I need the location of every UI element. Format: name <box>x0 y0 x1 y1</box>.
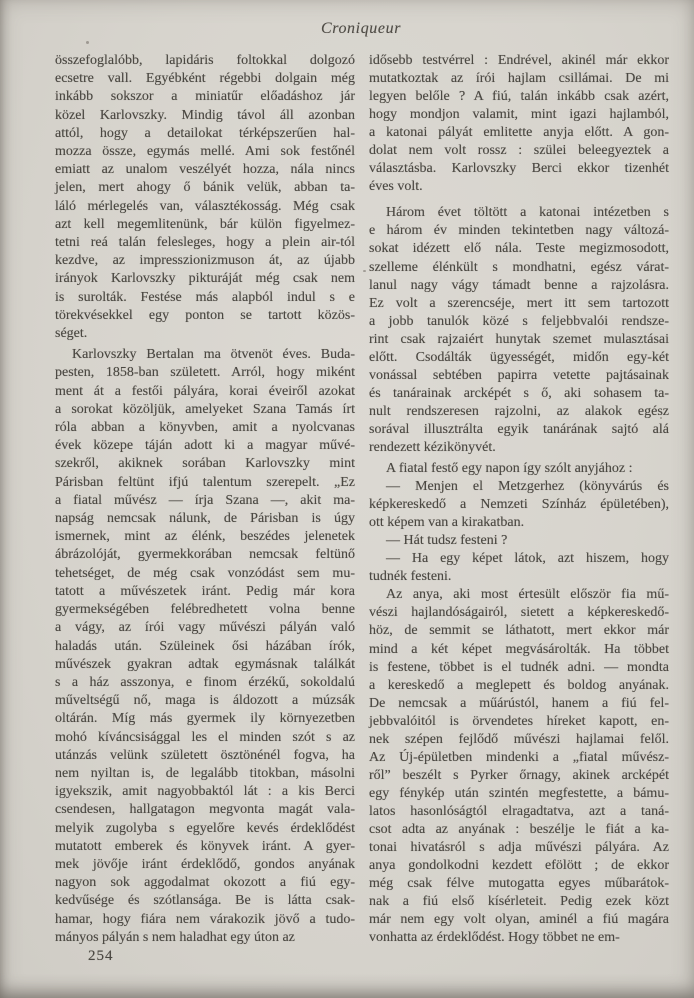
text-line: napság nemcsak nálunk, de Párisban is úgy <box>55 511 355 527</box>
text-line: Az Új-épületben mindenki a „fiatal művész- <box>369 749 669 765</box>
text-line: ment át a festői pályára, korai éveiről azokat <box>55 383 355 399</box>
text-line: törekvésekkel egy ponton se tartott közös- <box>55 307 355 323</box>
text-line: rendezett kézikönyvét. <box>369 439 496 455</box>
text-line: tudnék festeni. <box>369 569 452 585</box>
text-line: szekről, akiknek sorában Karlovszky mint <box>55 456 355 472</box>
text-line: melyik zugolyba s egyelőre kevés érdeklődést <box>55 820 355 836</box>
text-line: — Hát tudsz festeni ? <box>386 533 508 549</box>
text-line: tehetséget, de még csak vonzódást sem mu- <box>55 565 355 581</box>
text-line: is festene, többet is el tudnék adni. — mondta <box>369 659 669 675</box>
text-line: műveltségű nő, maga is áldozott a múzsák <box>55 693 355 709</box>
text-line: és tanárainak arcképét s ő, aki sohasem ta- <box>369 385 669 401</box>
text-line: mohó kíváncsisággal les el minden szót s az <box>55 729 355 745</box>
text-columns <box>55 52 669 947</box>
text-line: Párisban feltünt ifjú talentum szerepelt. „Ez <box>55 474 355 490</box>
text-line: latos hasonlóságtól elragadtatva, azt a taná- <box>369 803 669 819</box>
paragraph <box>55 346 355 947</box>
text-line: csot adta az anyának : beszélje le fiát a ka- <box>369 821 669 837</box>
page-number: 254 <box>88 948 114 964</box>
left-column <box>55 52 355 947</box>
text-line: — Ha egy képet látok, azt hiszem, hogy <box>386 551 669 567</box>
text-line: képkereskedő a Nemzeti Színház épületében), <box>369 497 669 513</box>
text-line: a sorokat közöljük, amelyeket Szana Tamás írt <box>55 401 355 417</box>
text-line: kezdve, az impresszionizmuson át, az újabb <box>55 253 355 269</box>
text-line: sorával illusztrálta egyik tanárának sajtó alá <box>369 421 669 437</box>
paragraph <box>369 478 669 532</box>
text-line: De nemcsak a műárústól, hanem a fiú fel- <box>369 695 669 711</box>
text-line: e három év minden tekintetben nagy változá- <box>369 223 669 239</box>
text-line: azt kell megemlitenünk, bár külön figyelmez- <box>55 216 355 232</box>
text-line: nagyon sok aggodalmat okozott a fiú egy- <box>55 875 355 891</box>
text-line: ábrázolóját, gyermekkorában nemcsak feltünő <box>55 547 355 563</box>
text-line: csendesen, hallgatagon megvonta magát vala- <box>55 802 355 818</box>
text-line: ismernek, mint az élénk, beszédes jelenetek <box>55 529 355 545</box>
text-line: ről” beszélt s Pyrker őrnagy, akinek arcképét <box>369 767 669 783</box>
text-line: irányok Karlovszky pikturáját még csak nem <box>55 271 355 287</box>
paragraph <box>369 52 669 196</box>
text-line: idősebb testvérrel : Endrével, akinél már ekkor <box>369 53 669 68</box>
text-line: haladás után. Szüleinek ősi házában írók, <box>55 638 355 654</box>
text-line: nek szépen fejlődő művészi hajlamai felől. <box>369 731 669 747</box>
text-line: évek közepe táján adott ki a magyar művé- <box>55 438 355 454</box>
text-line: Ez volt a szerencséje, mert itt sem tartozott <box>369 295 669 311</box>
text-line: éves volt. <box>369 179 423 195</box>
text-line: nult rendszeresen rajzolni, az alakok egész <box>369 403 669 419</box>
text-line: jelen, mert ahogy ő bánik velük, abban ta- <box>55 180 355 196</box>
paragraph <box>369 460 669 478</box>
text-line: legyen belőle ? A fiú, talán inkább csak azért, <box>369 89 669 105</box>
text-line: pesten, 1858-ban született. Arról, hogy miként <box>55 365 355 381</box>
paragraph <box>369 586 669 947</box>
text-line: hogy mondjon valamit, mint igazi hajlamból, <box>369 107 669 123</box>
text-line: mutatkoztak az írói hajlam csillámai. De mi <box>369 71 669 87</box>
text-line: s a ház asszonya, e finom érzékű, sokoldalú <box>55 674 355 690</box>
text-line: — Menjen el Metzgerhez (könyvárús és <box>386 479 669 495</box>
text-line: mind a két képet megvásárolták. Ha többet <box>369 641 669 657</box>
text-line: anya gondolkodni kezdett efölött ; de ekkor <box>369 858 669 874</box>
text-line: láló mérlegelés van, választékosság. Még csak <box>55 198 355 214</box>
scan-speck <box>363 270 366 272</box>
text-line: egy fénykép után szintén megfestette, a bámu- <box>369 785 669 801</box>
text-line: rint csak rajzaiért hunytak szemet mulasztásai <box>369 331 669 347</box>
text-line: tonai hivatásról s adja művészi pályára. Az <box>369 840 669 856</box>
text-line: választásba. Karlovszky Berci ekkor tizenhét <box>369 161 669 177</box>
paragraph <box>369 204 669 457</box>
text-line: még csak félve mutogatta egyes műbarátok- <box>369 876 669 892</box>
text-line: emiatt az unalom veszélyét hozza, nála nincs <box>55 162 355 178</box>
text-line: mutatott emberek és könyvek iránt. A gyer- <box>55 838 355 854</box>
text-line: közel Karlovszky. Mindig távol áll azonban <box>55 107 355 123</box>
text-line: a jobb tanulók közé s feljebbvalói rendsze- <box>369 313 669 329</box>
right-column <box>369 52 669 947</box>
scan-speck <box>660 417 662 419</box>
text-line: a kereskedő a meglepett és boldog anyának. <box>369 677 669 693</box>
text-line: róla abban a könyvben, amit a nyolcvanas <box>55 420 355 436</box>
text-line: vonással sebtében papirra vetette pajtásainak <box>369 367 669 383</box>
text-line: lanul nagy vágy támadt benne a rajzolásra. <box>369 277 669 293</box>
page-header-title: Croniqueur <box>320 20 402 37</box>
text-line: nak a fiú első kísérleteit. Pedig ezek közt <box>369 894 669 910</box>
text-line: inkább sokszor a miniatűr előadáshoz jár <box>55 89 355 105</box>
text-line: már nem egy volt olyan, aminél a fiú magára <box>369 912 669 928</box>
text-line: dolat nem volt rossz : szülei beleegyeztek a <box>369 143 669 159</box>
text-line: nem nyiltan is, de legalább titokban, másolni <box>55 765 355 781</box>
text-line: Az anya, aki most értesült először fia mű- <box>386 587 669 603</box>
text-line: is surolták. Festése más alapból indul s e <box>55 289 355 305</box>
text-line: művészek gyakran adtak egymásnak találkát <box>55 656 355 672</box>
paragraph <box>369 550 669 586</box>
text-line: ecsetre vall. Egyébként régebbi dolgain még <box>55 71 355 87</box>
text-line: Karlovszky Bertalan ma ötvenöt éves. Buda- <box>72 347 355 363</box>
text-line: tetni reá talán felesleges, hogy a plein air-tól <box>55 235 355 251</box>
text-line: utánzás velünk született ösztönénél fogva, ha <box>55 747 355 763</box>
text-line: mek jövője iránt érdeklődő, gondos anyának <box>55 856 355 872</box>
text-line: vészi hajlandóságairól, sietett a képkereskedő- <box>369 605 669 621</box>
text-line: a vágy, az írói vagy művészi pályán való <box>55 620 355 636</box>
text-line: összefoglalóbb, lapidáris foltokkal dolgozó <box>55 53 355 68</box>
text-line: a katonai pályát emlitette anyja előtt. A gon- <box>369 125 669 141</box>
text-line: igyekszik, amit nagyobbaktól lát : a kis Berci <box>55 784 355 800</box>
text-line: jebbvalóitól is örvendetes híreket kapott, en- <box>369 713 669 729</box>
text-line: hamar, hogy fiára nem várakozik jövő a tudo- <box>55 911 355 927</box>
paragraph <box>55 52 355 343</box>
text-line: A fiatal festő egy napon így szólt anyjához : <box>386 461 633 477</box>
text-line: Három évet töltött a katonai intézetben s <box>386 205 669 221</box>
text-line: a fiatal művész — írja Szana —, akit ma- <box>55 492 355 508</box>
text-line: előtt. Csodálták ügyességét, midőn egy-két <box>369 349 669 365</box>
text-line: ott képem van a kirakatban. <box>369 515 525 531</box>
text-line: séget. <box>55 326 88 342</box>
text-line: szelleme élénkült s mondhatni, egész várat- <box>369 259 669 275</box>
text-line: höz, de semmit se láthatott, mert ekkor már <box>369 623 669 639</box>
text-line: mozza össze, egymás mellé. Ami sok festőnél <box>55 144 355 160</box>
paragraph <box>369 532 669 550</box>
text-line: vonhatta az érdeklődést. Hogy többet ne em- <box>369 930 620 946</box>
text-line: gyermekségében felébredhetett volna benne <box>55 602 355 618</box>
text-line: sokat idézett elő nála. Teste megizmosodott, <box>369 241 669 257</box>
text-line: attól, hogy a detailokat térképszerűen hal- <box>55 125 355 141</box>
text-line: tatott a művészetek iránt. Pedig már kora <box>55 583 355 599</box>
text-line: oltárán. Míg más gyermek ily környezetben <box>55 711 355 727</box>
scan-speck <box>86 41 89 44</box>
text-line: kedvűsége és szótlansága. Be is látta csak- <box>55 893 355 909</box>
text-line: mányos pályán s nem haladhat egy úton az <box>55 929 295 945</box>
